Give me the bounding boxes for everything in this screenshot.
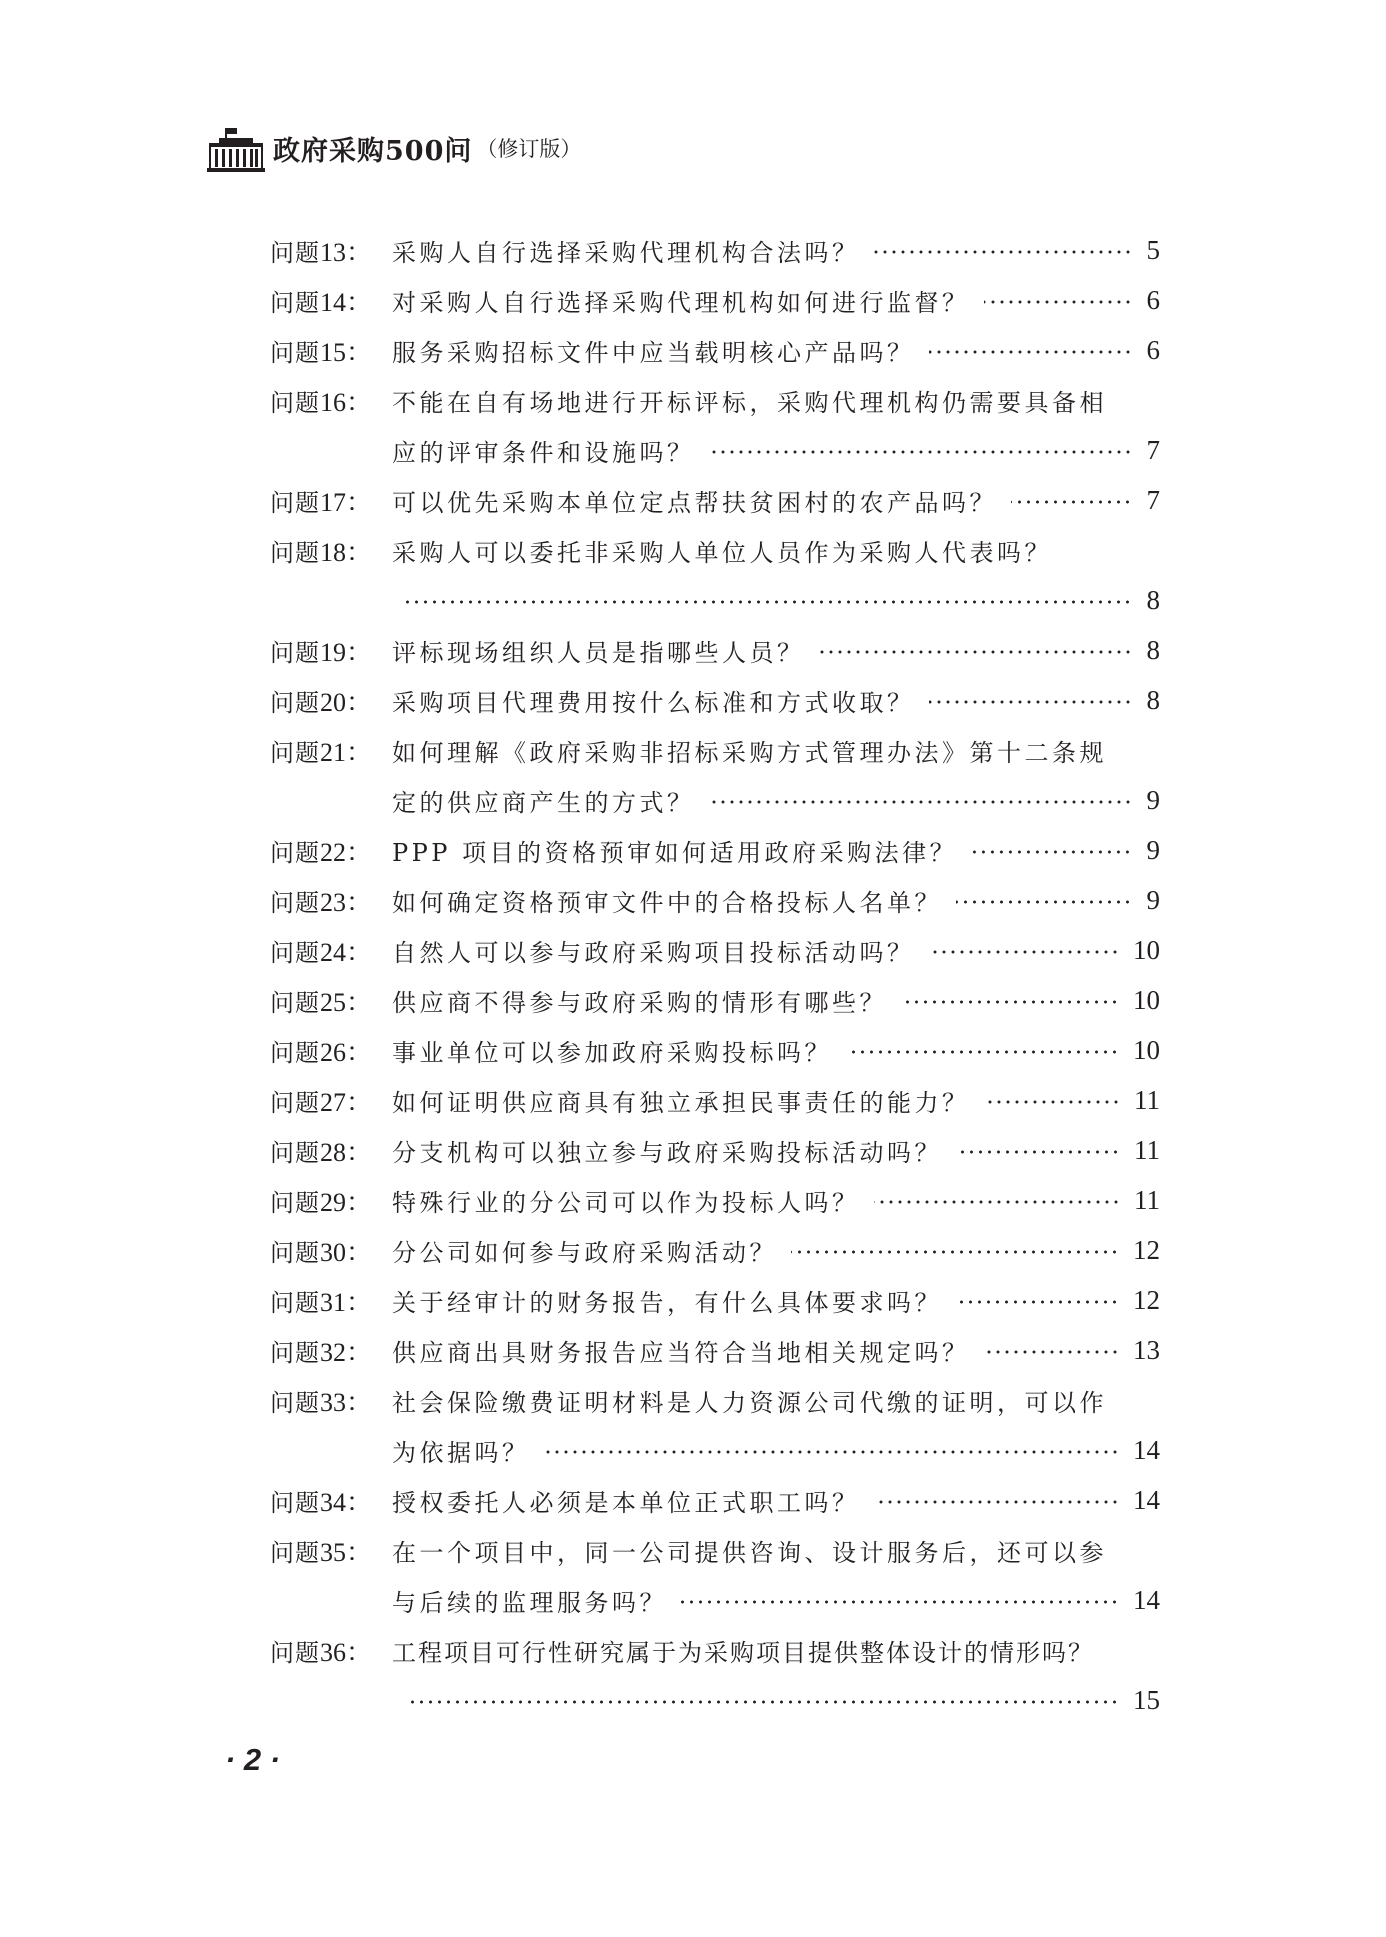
question-number: 14： — [320, 287, 373, 317]
question-prefix: 问题 — [270, 1538, 320, 1567]
page-ref: 14 — [1133, 1434, 1160, 1465]
question-prefix: 问题 — [270, 1288, 320, 1317]
toc-entry-line — [270, 525, 1160, 575]
dot-leader — [984, 1100, 1121, 1104]
dot-leader — [819, 650, 1133, 654]
question-label — [270, 1282, 392, 1319]
page-ref: 8 — [1146, 584, 1160, 615]
toc-entry-line — [270, 275, 1160, 325]
question-title: 工程项目可行性研究属于为采购项目提供整体设计的情形吗？ — [392, 1638, 1094, 1667]
question-label — [270, 932, 392, 969]
question-prefix: 问题 — [270, 738, 320, 767]
dot-leader — [709, 800, 1133, 804]
question-title: 采购人自行选择采购代理机构合法吗？ — [392, 238, 860, 267]
question-number: 29： — [320, 1187, 373, 1217]
dot-leader — [681, 1600, 1119, 1604]
dot-leader — [929, 350, 1133, 354]
question-label — [270, 832, 392, 869]
toc-entry-line — [270, 1025, 1160, 1075]
question-label — [270, 1632, 392, 1669]
question-title: 特殊行业的分公司可以作为投标人吗？ — [392, 1188, 860, 1217]
question-prefix: 问题 — [270, 888, 320, 917]
question-number: 31： — [320, 1287, 373, 1317]
question-number: 17： — [320, 487, 373, 517]
question-title: 如何证明供应商具有独立承担民事责任的能力？ — [392, 1088, 970, 1117]
question-number: 32： — [320, 1337, 373, 1367]
toc-entry-line — [270, 825, 1160, 875]
question-label — [270, 1532, 392, 1569]
page-ref: 7 — [1146, 434, 1160, 465]
page-ref: 10 — [1133, 984, 1160, 1015]
page-ref: 10 — [1133, 1034, 1160, 1065]
toc-entry[interactable] — [270, 1175, 1160, 1225]
question-number: 28： — [320, 1137, 373, 1167]
table-of-contents — [270, 225, 1160, 1725]
toc-entry-line — [270, 1075, 1160, 1125]
question-number: 33： — [320, 1387, 373, 1417]
toc-entry[interactable] — [270, 525, 1160, 625]
question-title: 供应商不得参与政府采购的情形有哪些？ — [392, 988, 887, 1017]
question-title: 采购项目代理费用按什么标准和方式收取？ — [392, 688, 915, 717]
question-title: 自然人可以参与政府采购项目投标活动吗？ — [392, 938, 915, 967]
dot-leader — [406, 1700, 1119, 1704]
dot-leader — [984, 1350, 1120, 1354]
question-label — [270, 382, 392, 419]
dot-leader — [874, 1500, 1120, 1504]
question-prefix: 问题 — [270, 1038, 320, 1067]
question-number: 19： — [320, 637, 373, 667]
page-ref: 11 — [1134, 1134, 1160, 1165]
question-title: 授权委托人必须是本单位正式职工吗？ — [392, 1488, 860, 1517]
toc-entry-line — [270, 1325, 1160, 1375]
toc-entry[interactable] — [270, 975, 1160, 1025]
page-ref: 12 — [1133, 1234, 1160, 1265]
toc-entry-line — [270, 725, 1160, 775]
toc-entry[interactable] — [270, 625, 1160, 675]
dot-leader — [901, 1000, 1119, 1004]
question-number: 13： — [320, 237, 373, 267]
toc-entry-continuation — [270, 775, 1160, 825]
dot-leader — [929, 700, 1133, 704]
question-title: 评标现场组织人员是指哪些人员？ — [392, 638, 805, 667]
page-ref: 9 — [1146, 884, 1160, 915]
question-prefix: 问题 — [270, 1238, 320, 1267]
toc-entry[interactable] — [270, 825, 1160, 875]
toc-entry[interactable] — [270, 1475, 1160, 1525]
dot-leader — [971, 850, 1132, 854]
question-title: 服务采购招标文件中应当载明核心产品吗？ — [392, 338, 915, 367]
question-number: 36： — [320, 1637, 373, 1667]
question-title: 社会保险缴费证明材料是人力资源公司代缴的证明，可以作 — [392, 1388, 1107, 1417]
toc-entry-line — [270, 1225, 1160, 1275]
page-number: · 2 · — [225, 1742, 281, 1777]
question-label — [270, 1332, 392, 1369]
question-title: 与后续的监理服务吗？ — [392, 1588, 667, 1617]
question-label — [270, 232, 392, 269]
question-number: 21： — [320, 737, 373, 767]
toc-entry-line — [270, 1125, 1160, 1175]
question-title: 在一个项目中，同一公司提供咨询、设计服务后，还可以参 — [392, 1538, 1107, 1567]
page-ref: 14 — [1133, 1584, 1160, 1615]
dot-leader — [929, 950, 1120, 954]
question-label — [270, 1082, 392, 1119]
toc-entry-line — [270, 1275, 1160, 1325]
question-prefix: 问题 — [270, 688, 320, 717]
toc-entry[interactable] — [270, 1125, 1160, 1175]
question-number: 20： — [320, 687, 373, 717]
question-title: 关于经审计的财务报告，有什么具体要求吗？ — [392, 1288, 942, 1317]
question-prefix: 问题 — [270, 538, 320, 567]
question-label — [270, 882, 392, 919]
question-prefix: 问题 — [270, 288, 320, 317]
question-label — [270, 982, 392, 1019]
question-title: PPP 项目的资格预审如何适用政府采购法律？ — [392, 838, 958, 867]
toc-entry-continuation — [270, 1425, 1160, 1475]
question-number: 22： — [320, 837, 373, 867]
question-prefix: 问题 — [270, 1188, 320, 1217]
page-ref: 9 — [1146, 784, 1160, 815]
question-title: 不能在自有场地进行开标评标，采购代理机构仍需要具备相 — [392, 388, 1107, 417]
page-ref: 6 — [1146, 334, 1160, 365]
toc-entry[interactable] — [270, 875, 1160, 925]
page-ref: 14 — [1133, 1484, 1160, 1515]
page-ref: 7 — [1146, 484, 1160, 515]
question-number: 16： — [320, 387, 373, 417]
toc-entry-line — [270, 475, 1160, 525]
question-label — [270, 332, 392, 369]
toc-entry[interactable] — [270, 225, 1160, 275]
toc-entry-line — [270, 1475, 1160, 1525]
question-prefix: 问题 — [270, 988, 320, 1017]
dot-leader — [544, 1450, 1120, 1454]
question-prefix: 问题 — [270, 488, 320, 517]
question-prefix: 问题 — [270, 1088, 320, 1117]
page-ref: 13 — [1133, 1334, 1160, 1365]
toc-entry[interactable] — [270, 1225, 1160, 1275]
building-icon — [205, 122, 265, 174]
page-ref: 10 — [1133, 934, 1160, 965]
toc-entry[interactable] — [270, 325, 1160, 375]
page-ref: 5 — [1146, 234, 1160, 265]
page-ref: 11 — [1134, 1184, 1160, 1215]
question-title: 供应商出具财务报告应当符合当地相关规定吗？ — [392, 1338, 970, 1367]
question-label — [270, 1232, 392, 1269]
question-label — [270, 682, 392, 719]
toc-entry-continuation — [270, 425, 1160, 475]
toc-entry[interactable] — [270, 925, 1160, 975]
dot-leader — [984, 300, 1133, 304]
toc-entry-line — [270, 975, 1160, 1025]
toc-entry-line — [270, 375, 1160, 425]
question-prefix: 问题 — [270, 388, 320, 417]
question-prefix: 问题 — [270, 338, 320, 367]
question-label — [270, 732, 392, 769]
question-label — [270, 532, 392, 569]
page-ref: 8 — [1146, 634, 1160, 665]
page-ref: 9 — [1146, 834, 1160, 865]
question-label — [270, 632, 392, 669]
page-ref: 6 — [1146, 284, 1160, 315]
question-label — [270, 1382, 392, 1419]
toc-entry-continuation — [270, 1675, 1160, 1725]
question-label — [270, 1132, 392, 1169]
toc-entry-line — [270, 325, 1160, 375]
toc-entry-line — [270, 1525, 1160, 1575]
toc-entry[interactable] — [270, 1075, 1160, 1125]
toc-entry-line — [270, 875, 1160, 925]
toc-entry-line — [270, 675, 1160, 725]
dot-leader — [956, 1150, 1120, 1154]
toc-entry-line — [270, 1625, 1160, 1675]
toc-entry-line — [270, 925, 1160, 975]
toc-entry[interactable] — [270, 725, 1160, 825]
running-header — [205, 122, 581, 174]
question-number: 23： — [320, 887, 373, 917]
toc-entry[interactable] — [270, 275, 1160, 325]
dot-leader — [709, 450, 1133, 454]
question-title: 定的供应商产生的方式？ — [392, 788, 695, 817]
question-number: 26： — [320, 1037, 373, 1067]
dot-leader — [956, 1300, 1119, 1304]
toc-entry[interactable] — [270, 1375, 1160, 1475]
question-label — [270, 1482, 392, 1519]
question-number: 15： — [320, 337, 373, 367]
question-prefix: 问题 — [270, 1338, 320, 1367]
question-label — [270, 482, 392, 519]
page-ref: 15 — [1133, 1684, 1160, 1715]
question-number: 34： — [320, 1487, 373, 1517]
dot-leader — [1011, 500, 1132, 504]
toc-entry-continuation — [270, 575, 1160, 625]
page-ref: 11 — [1134, 1084, 1160, 1115]
question-prefix: 问题 — [270, 1138, 320, 1167]
question-prefix: 问题 — [270, 938, 320, 967]
toc-entry[interactable] — [270, 1275, 1160, 1325]
question-number: 25： — [320, 987, 373, 1017]
question-number: 27： — [320, 1087, 373, 1117]
toc-entry[interactable] — [270, 475, 1160, 525]
question-prefix: 问题 — [270, 838, 320, 867]
dot-leader — [956, 900, 1132, 904]
question-title: 为依据吗？ — [392, 1438, 530, 1467]
dot-leader — [406, 600, 1132, 604]
toc-entry[interactable] — [270, 1325, 1160, 1375]
question-prefix: 问题 — [270, 1488, 320, 1517]
question-title: 应的评审条件和设施吗？ — [392, 438, 695, 467]
toc-entry[interactable] — [270, 1625, 1160, 1725]
toc-entry-line — [270, 625, 1160, 675]
question-title: 分公司如何参与政府采购活动？ — [392, 1238, 777, 1267]
question-title: 分支机构可以独立参与政府采购投标活动吗？ — [392, 1138, 942, 1167]
question-title: 如何确定资格预审文件中的合格投标人名单？ — [392, 888, 942, 917]
toc-entry-line — [270, 1375, 1160, 1425]
dot-leader — [874, 1200, 1121, 1204]
toc-entry-continuation — [270, 1575, 1160, 1625]
question-prefix: 问题 — [270, 1638, 320, 1667]
toc-entry-line — [270, 225, 1160, 275]
question-prefix: 问题 — [270, 1388, 320, 1417]
dot-leader — [846, 1050, 1119, 1054]
question-title: 采购人可以委托非采购人单位人员作为采购人代表吗？ — [392, 538, 1052, 567]
toc-entry[interactable] — [270, 375, 1160, 475]
book-subtitle: （修订版） — [476, 137, 582, 161]
dot-leader — [791, 1250, 1119, 1254]
question-label — [270, 1182, 392, 1219]
question-title: 对采购人自行选择采购代理机构如何进行监督？ — [392, 288, 970, 317]
question-prefix: 问题 — [270, 238, 320, 267]
book-title: 政府采购500问 — [273, 135, 473, 167]
question-title: 可以优先采购本单位定点帮扶贫困村的农产品吗？ — [392, 488, 997, 517]
dot-leader — [874, 250, 1133, 254]
question-number: 35： — [320, 1537, 373, 1567]
question-prefix: 问题 — [270, 638, 320, 667]
page-ref: 12 — [1133, 1284, 1160, 1315]
question-label — [270, 1032, 392, 1069]
toc-entry[interactable] — [270, 1525, 1160, 1625]
question-number: 24： — [320, 937, 373, 967]
question-title: 事业单位可以参加政府采购投标吗？ — [392, 1038, 832, 1067]
question-title: 如何理解《政府采购非招标采购方式管理办法》第十二条规 — [392, 738, 1107, 767]
toc-entry[interactable] — [270, 675, 1160, 725]
page-ref: 8 — [1146, 684, 1160, 715]
question-label — [270, 282, 392, 319]
question-number: 18： — [320, 537, 373, 567]
toc-entry-line — [270, 1175, 1160, 1225]
toc-entry[interactable] — [270, 1025, 1160, 1075]
question-number: 30： — [320, 1237, 373, 1267]
